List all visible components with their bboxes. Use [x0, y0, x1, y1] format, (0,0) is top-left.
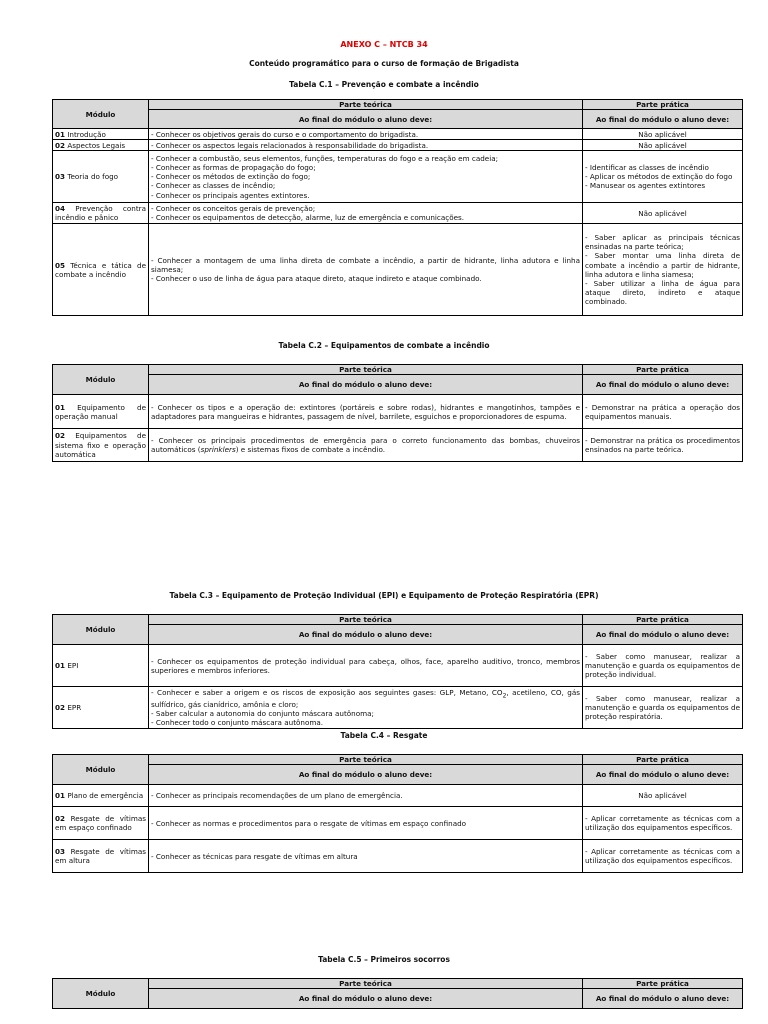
pratica-line: - Saber aplicar as principais técnicas ensinadas na parte teórica;: [585, 232, 740, 252]
teorica-cell: [149, 840, 583, 873]
table-row: [53, 429, 743, 462]
module-cell: [53, 129, 149, 140]
module-number: 02: [55, 703, 66, 713]
teorica-cell: [149, 785, 583, 807]
pratica-cell: [583, 224, 743, 316]
module-name: Prevenção contra incêndio e pânico: [55, 204, 146, 223]
header-modulo: Módulo: [53, 979, 149, 1009]
pratica-line: - Saber como manusear, realizar a manutenção e guarda os equipamentos de proteção individual.: [585, 651, 740, 680]
module-number: 05: [55, 260, 66, 270]
module-name: Teoria do fogo: [67, 172, 119, 182]
teorica-line: - Conhecer os aspectos legais relacionados à responsabilidade do brigadista.: [151, 140, 429, 150]
pratica-cell: [583, 140, 743, 151]
teorica-cell: [149, 395, 583, 429]
pratica-cell: [583, 687, 743, 729]
pratica-line: - Identificar as classes de incêndio: [585, 162, 709, 172]
table-c4: [52, 754, 743, 873]
teorica-line: - Saber calcular a autonomia do conjunto máscara autônoma;: [151, 709, 374, 719]
table-row: [53, 129, 743, 140]
table-row: [53, 140, 743, 151]
document-subtitle: Conteúdo programático para o curso de formação de Brigadista: [249, 59, 519, 68]
teorica-line: - Conhecer os principais agentes extintores.: [151, 190, 310, 200]
table-row: [53, 151, 743, 203]
header-pratica-sub: Ao final do módulo o aluno deve:: [583, 625, 743, 645]
pratica-line: - Saber montar uma linha direta de combate a incêndio a partir de hidrante, linha adutora e linha siamesa;: [585, 251, 740, 279]
module-cell: [53, 224, 149, 316]
teorica-line: - Conhecer as normas e procedimentos para o resgate de vítimas em espaço confinado: [151, 818, 467, 828]
pratica-line: Não aplicável: [638, 129, 687, 139]
header-teorica-sub: Ao final do módulo o aluno deve:: [149, 110, 583, 129]
pratica-line: - Demonstrar na prática a operação dos equipamentos manuais.: [585, 402, 740, 421]
module-cell: [53, 429, 149, 462]
header-teorica-sub: Ao final do módulo o aluno deve:: [149, 765, 583, 785]
header-parte-pratica: Parte prática: [583, 615, 743, 625]
pratica-line: - Saber utilizar a linha de água para ataque direto, indireto e ataque combinado.: [585, 278, 740, 307]
table-c1-caption: Tabela C.1 – Prevenção e combate a incêndio: [289, 80, 479, 89]
header-teorica-sub: Ao final do módulo o aluno deve:: [149, 989, 583, 1009]
pratica-cell: [583, 807, 743, 840]
module-cell: [53, 840, 149, 873]
teorica-cell: [149, 807, 583, 840]
teorica-line: [151, 688, 580, 709]
table-c2-caption: Tabela C.2 – Equipamentos de combate a incêndio: [278, 341, 490, 350]
header-parte-pratica: Parte prática: [583, 100, 743, 110]
module-name: EPI: [67, 661, 79, 671]
teorica-text: - Conhecer e saber a origem e os riscos de exposição aos seguintes gases: GLP, Metano, CO: [151, 687, 503, 697]
module-cell: [53, 785, 149, 807]
pratica-cell: [583, 429, 743, 462]
teorica-text: - Conhecer os principais procedimentos de emergência para o correto funcionamento das bombas, chuveiros automáticos (: [151, 436, 580, 455]
header-pratica-sub: Ao final do módulo o aluno deve:: [583, 110, 743, 129]
pratica-cell: [583, 203, 743, 224]
table-row: [53, 203, 743, 224]
module-number: 03: [55, 847, 66, 856]
teorica-line: - Conhecer todo o conjunto máscara autônoma.: [151, 718, 324, 728]
table-c3-caption: Tabela C.3 – Equipamento de Proteção Individual (EPI) e Equipamento de Proteção Respiratória (EPR): [169, 591, 599, 600]
teorica-emphasis: sprinklers: [200, 445, 236, 455]
header-pratica-sub: Ao final do módulo o aluno deve:: [583, 765, 743, 785]
pratica-line: - Manusear os agentes extintores: [585, 181, 706, 191]
pratica-line: Não aplicável: [638, 208, 687, 218]
teorica-text: , acetileno, CO, gás sulfídrico, gás cianídrico, amônia e cloro;: [151, 687, 580, 709]
pratica-cell: [583, 840, 743, 873]
module-cell: [53, 645, 149, 687]
pratica-cell: [583, 129, 743, 140]
teorica-cell: [149, 140, 583, 151]
module-name: Resgate de vítimas em espaço confinado: [55, 814, 146, 833]
pratica-line: Não aplicável: [638, 791, 687, 801]
table-c4-caption: Tabela C.4 – Resgate: [340, 731, 428, 740]
annex-title: ANEXO C – NTCB 34: [340, 40, 428, 49]
header-parte-teorica: Parte teórica: [149, 979, 583, 989]
header-parte-pratica: Parte prática: [583, 979, 743, 989]
teorica-line: - Conhecer as principais recomendações de um plano de emergência.: [151, 791, 403, 801]
teorica-subscript: 2: [502, 692, 507, 700]
teorica-line: - Conhecer os métodos de extinção do fogo;: [151, 172, 311, 182]
teorica-cell: [149, 429, 583, 462]
header-parte-teorica: Parte teórica: [149, 100, 583, 110]
header-parte-teorica: Parte teórica: [149, 615, 583, 625]
header-pratica-sub: Ao final do módulo o aluno deve:: [583, 375, 743, 395]
module-number: 02: [55, 431, 66, 441]
header-parte-teorica: Parte teórica: [149, 755, 583, 765]
teorica-text: ) e sistemas fixos de combate a incêndio.: [235, 445, 386, 455]
module-cell: [53, 203, 149, 224]
teorica-cell: [149, 129, 583, 140]
pratica-cell: [583, 395, 743, 429]
module-name: Plano de emergência: [67, 791, 144, 801]
teorica-cell: [149, 151, 583, 203]
pratica-line: - Aplicar corretamente as técnicas com a utilização dos equipamentos específicos.: [585, 847, 740, 866]
header-modulo: Módulo: [53, 615, 149, 645]
pratica-cell: [583, 785, 743, 807]
teorica-line: - Conhecer as formas de propagação do fogo;: [151, 162, 316, 172]
header-modulo: Módulo: [53, 100, 149, 129]
teorica-line: - Conhecer a combustão, seus elementos, funções, temperaturas do fogo e a reação em cadeia;: [151, 153, 499, 163]
module-number: 02: [55, 140, 66, 150]
module-name: Equipamentos de sistema fixo e operação automática: [55, 431, 146, 459]
table-row: [53, 224, 743, 316]
teorica-line: - Conhecer os equipamentos de detecção, alarme, luz de emergência e comunicações.: [151, 213, 465, 223]
teorica-line: - Conhecer as classes de incêndio;: [151, 181, 276, 191]
teorica-line: - Conhecer a montagem de uma linha direta de combate a incêndio, a partir de hidrante, linha adutora e linha siamesa;: [151, 255, 580, 275]
table-c1: [52, 99, 743, 316]
module-cell: [53, 687, 149, 729]
teorica-line: - Conhecer os conceitos gerais de prevenção;: [151, 204, 316, 213]
table-c5: [52, 978, 743, 1009]
header-pratica-sub: Ao final do módulo o aluno deve:: [583, 989, 743, 1009]
table-row: [53, 687, 743, 729]
pratica-line: - Saber como manusear, realizar a manutenção e guarda os equipamentos de proteção respiratória.: [585, 693, 740, 722]
header-modulo: Módulo: [53, 365, 149, 395]
module-name: Técnica e tática de combate a incêndio: [55, 260, 146, 279]
teorica-cell: [149, 687, 583, 729]
module-cell: [53, 807, 149, 840]
table-c2: [52, 364, 743, 462]
teorica-cell: [149, 645, 583, 687]
module-name: Introdução: [67, 129, 106, 139]
header-teorica-sub: Ao final do módulo o aluno deve:: [149, 625, 583, 645]
table-row: [53, 840, 743, 873]
header-parte-pratica: Parte prática: [583, 365, 743, 375]
table-row: [53, 785, 743, 807]
table-c3: [52, 614, 743, 729]
table-row: [53, 807, 743, 840]
pratica-line: - Demonstrar na prática os procedimentos ensinados na parte teórica.: [585, 436, 740, 455]
module-cell: [53, 140, 149, 151]
teorica-line: - Conhecer os tipos e a operação de: extintores (portáreis e sobre rodas), hidrantes e mangotinhos, tampões e adaptadores para mangueiras e hidrantes, passagem de nível, barrilete, esguichos e proporcionadores de espuma.: [151, 402, 580, 421]
module-name: EPR: [67, 703, 82, 713]
table-c5-caption: Tabela C.5 – Primeiros socorros: [318, 955, 450, 964]
teorica-line: - Conhecer os equipamentos de proteção individual para cabeça, olhos, face, aparelho auditivo, tronco, membros superiores e membros inferiores.: [151, 656, 580, 675]
teorica-line: - Conhecer os objetivos gerais do curso e o comportamento do brigadista.: [151, 129, 419, 139]
module-number: 01: [55, 129, 66, 139]
pratica-line: - Aplicar corretamente as técnicas com a utilização dos equipamentos específicos.: [585, 814, 740, 833]
header-teorica-sub: Ao final do módulo o aluno deve:: [149, 375, 583, 395]
module-number: 04: [55, 204, 66, 213]
pratica-line: - Aplicar os métodos de extinção do fogo: [585, 172, 733, 182]
pratica-cell: [583, 151, 743, 203]
pratica-cell: [583, 645, 743, 687]
module-number: 01: [55, 661, 66, 671]
teorica-line: - Conhecer o uso de linha de água para ataque direto, ataque indireto e ataque combinado.: [151, 274, 482, 284]
module-name: Aspectos Legais: [67, 140, 126, 150]
header-parte-pratica: Parte prática: [583, 755, 743, 765]
module-number: 03: [55, 172, 66, 182]
pratica-line: Não aplicável: [638, 140, 687, 150]
header-modulo: Módulo: [53, 755, 149, 785]
table-row: [53, 645, 743, 687]
module-number: 02: [55, 814, 66, 823]
module-name: Resgate de vítimas em altura: [55, 847, 146, 866]
module-cell: [53, 395, 149, 429]
teorica-cell: [149, 203, 583, 224]
table-row: [53, 395, 743, 429]
module-number: 01: [55, 402, 66, 412]
module-name: Equipamento de operação manual: [55, 402, 146, 421]
header-parte-teorica: Parte teórica: [149, 365, 583, 375]
teorica-line: - Conhecer as técnicas para resgate de vítimas em altura: [151, 851, 358, 861]
teorica-cell: [149, 224, 583, 316]
module-cell: [53, 151, 149, 203]
module-number: 01: [55, 791, 66, 801]
